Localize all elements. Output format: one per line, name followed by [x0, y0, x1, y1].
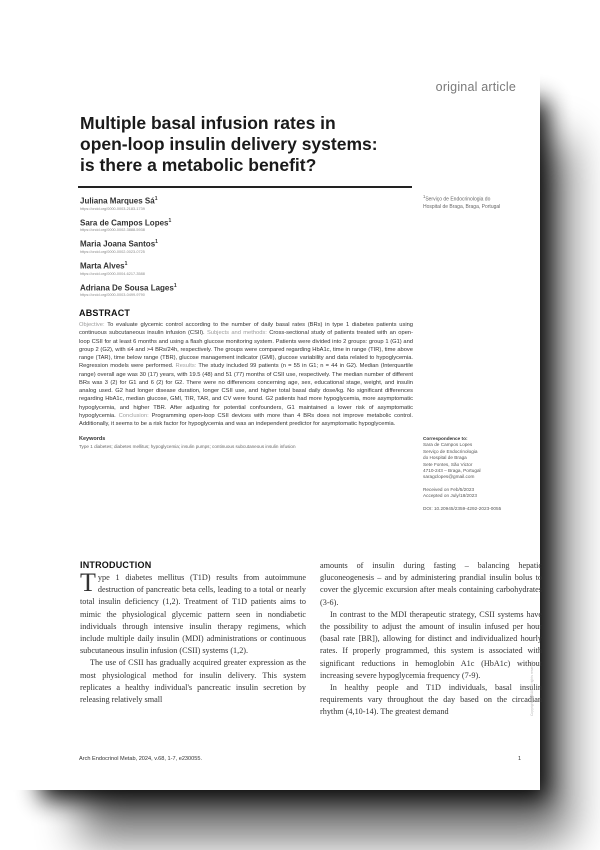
author-name: Juliana Marques Sá: [80, 196, 155, 206]
abstract-methods-label: Subjects and methods:: [206, 330, 267, 337]
keywords-heading: Keywords: [79, 436, 106, 443]
author-affil-sup: 1: [124, 260, 128, 267]
intro-paragraph: In healthy people and T1D individuals, basal insulin requirements vary throughout the day based on the circadian rhythm (4,10-14). The greatest demand: [320, 683, 542, 717]
correspondence-line: Sete Fontes, São Victor: [423, 461, 473, 467]
affiliation-line: Hospital de Braga, Braga, Portugal: [423, 203, 501, 210]
author-orcid-link[interactable]: https://orcid.org/0000-0003-2183-1739: [80, 206, 145, 211]
accepted-date: Accepted on July/18/2023: [423, 493, 477, 499]
author-name: Maria Joana Santos: [80, 239, 156, 249]
author-orcid-link[interactable]: https://orcid.org/0000-0004-6217-3588: [80, 271, 145, 276]
title-line: Multiple basal infusion rates in: [80, 113, 336, 133]
intro-paragraph: Type 1 diabetes mellitus (T1D) results from autoimmune destruction of pancreatic beta cells, leading to a total or nearly total insulin deficiency (1,2). Treatment of T1D patients aims to mimic the physiological glycemic pattern seen in nondiabetic individuals through intensive insulin therapy regimens, which include multiple daily insulin (MDI) administrations or continuous subcutaneous insulin infusion (CSII) systems (1,2).: [80, 568, 306, 656]
affiliation-line: Serviço de Endocrinologia do: [425, 196, 491, 203]
text-column-right: [320, 560, 542, 719]
author-name: Marta Alves: [80, 261, 125, 271]
affiliation-sup: 1: [423, 194, 426, 199]
author-affil-sup: 1: [173, 282, 177, 289]
author-affil-sup: 1: [168, 217, 172, 224]
text-column-left: [80, 568, 306, 706]
abstract-body: [79, 321, 413, 428]
abstract-objective-label: Objective:: [79, 322, 105, 328]
abstract-results-text: The study included 99 patients (n = 55 in G1; n = 44 in G2). Median (Interquartile range) overall age was 30 (17) years, with 19.5 (48) and 51 (77) months of CSII use, respectively. The median number of different BRs was 3 (2) for G1 and 6 (2) for G2. There were no differences concerning age, sex, educational stage, weight, and insulin analog used. G2 had longer disease duration, longer CSII use, and higher total basal daily dose/kg. No significant differences regarding HbA1c, median glucose, GMI, TIR, TAR, and CV were found. G2 patients had more hypoglycemia, more asymptomatic hypoglycemia, and higher TBR. After adjusting for potential confounders, G1 maintained a lower risk of asymptomatic hypoglycemia.: [79, 363, 413, 419]
author-name: Sara de Campos Lopes: [80, 218, 169, 228]
author-orcid-link[interactable]: https://orcid.org/0000-0002-0023-0725: [80, 249, 145, 254]
author: [80, 281, 410, 299]
abstract-conclusion-text: Programming open-loop CSII devices with more than 4 BRs does not improve metabolic control. Additionally, it seems to be a risk factor for hypoglycemia and was an independent predictor for asymptomatic hypoglycemia.: [79, 412, 413, 427]
abstract-objective-text: To evaluate glycemic control according to the number of daily basal rates (BRs) in type 1 diabetes patients using continuous subcutaneous insulin infusion (CSII).: [79, 322, 413, 337]
article-title: [80, 113, 420, 176]
section-tag: original article: [435, 80, 516, 94]
author: [80, 194, 410, 212]
title-divider: [78, 186, 412, 188]
correspondence-email[interactable]: saragclopes@gmail.com: [423, 474, 475, 480]
intro-paragraph: amounts of insulin during fasting – balancing hepatic gluconeogenesis – and by administering prandial insulin bolus to cover the glycemic excursion after meals containing carbohydrates (3-6).: [320, 561, 542, 607]
author: [80, 216, 410, 234]
correspondence-line: do Hospital de Braga: [423, 455, 467, 461]
correspondence-line: Sara de Campos Lopes: [423, 442, 473, 448]
author-name: Adriana De Sousa Lages: [80, 283, 174, 293]
author-list: [80, 194, 410, 302]
keywords-list: Type 1 diabetes; diabetes mellitus; hypoglycemia; insulin pumps; continuous subcutaneous insulin infusion: [79, 444, 296, 450]
abstract-heading: ABSTRACT: [79, 308, 131, 318]
affiliation: [423, 193, 538, 211]
copyright-watermark: Copyright© AE&M all rights reserved.: [530, 659, 534, 717]
abstract-results-label: Results:: [175, 363, 197, 370]
abstract-conclusion-label: Conclusion:: [118, 412, 149, 419]
page-number: 1: [518, 756, 522, 762]
abstract-section: [79, 308, 413, 449]
received-date: Received on Feb/5/2023: [423, 486, 475, 492]
correspondence-block: [423, 436, 538, 512]
correspondence-line: Serviço de Endocrinologia: [423, 448, 478, 454]
author: [80, 237, 410, 255]
correspondence-heading: Correspondence to:: [423, 436, 468, 441]
author-orcid-link[interactable]: https://orcid.org/0000-0003-0499-9790: [80, 293, 145, 298]
author: [80, 259, 410, 277]
title-line: is there a metabolic benefit?: [80, 155, 317, 175]
abstract-methods-text: Cross-sectional study of patients treated with an open-loop CSII for at least 6 months and using a flash glucose monitoring system. Patients were divided into 2 groups: group 1 (G1) and group 2 (G2), with ≤4 and >4 BRs/24h, respectively. The groups were compared regarding HbA1c, time in range (TIR), time above range (TAR), time below range (TBR), glucose management indicator (GMI), glucose variability and data related to hypoglycemia. Regression models were performed.: [79, 330, 414, 370]
author-affil-sup: 1: [155, 239, 158, 246]
title-line: open-loop insulin delivery systems:: [80, 134, 378, 154]
footer-citation: Arch Endocrinol Metab, 2024, v.68, 1-7, e230055.: [79, 756, 203, 762]
intro-paragraph: In contrast to the MDI therapeutic strategy, CSII systems have the possibility to adjust the amount of insulin infused per hour (basal rate [BR]), allowing for distinct and individualized hourly rates. If properly programmed, this system is associated with significant reductions in hemoglobin A1c (HbA1c) without increasing severe hypoglycemia frequency (7-9).: [320, 609, 542, 680]
author-affil-sup: 1: [154, 196, 158, 202]
introduction-heading: INTRODUCTION: [80, 560, 152, 570]
correspondence-line: 4710-243 – Braga, Portugal: [423, 468, 481, 474]
drop-cap: T: [80, 568, 96, 597]
author-orcid-link[interactable]: https://orcid.org/0000-0002-3888-5938: [80, 228, 145, 233]
intro-paragraph: The use of CSII has gradually acquired greater expression as the most physiological method for insulin delivery. This system replicates a healthy individual's pancreatic insulin secretion by releasing relatively small: [80, 658, 306, 705]
doi-link[interactable]: DOI: 10.20945/2359-4292-2023-0055: [423, 505, 502, 511]
